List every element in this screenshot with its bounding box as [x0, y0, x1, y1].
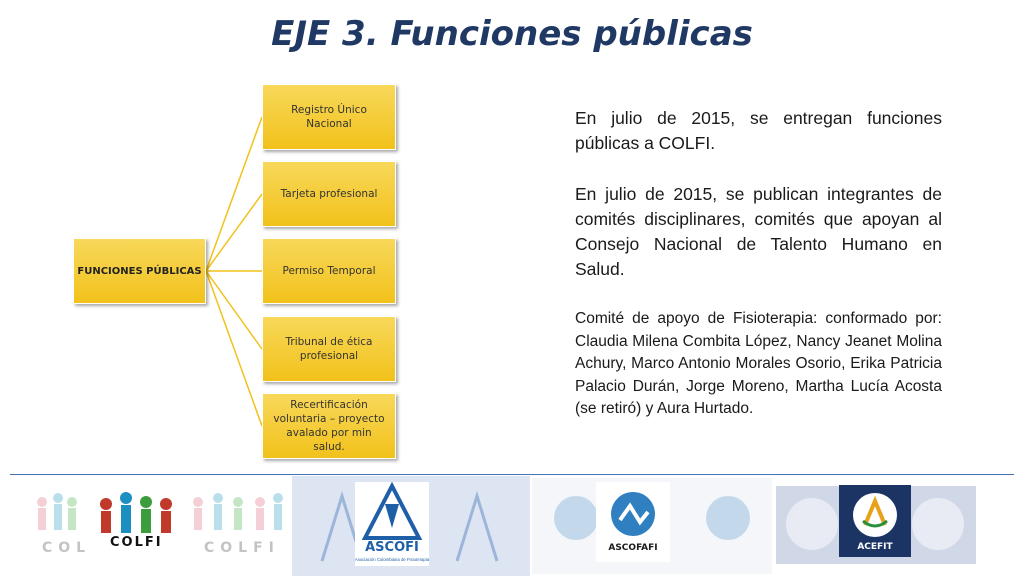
connector-2 [206, 194, 262, 271]
node-label: Permiso Temporal [282, 265, 376, 277]
connector-4 [206, 271, 262, 349]
connector-5 [206, 271, 262, 426]
paragraph-funciones: En julio de 2015, se entregan funciones públicas a COLFI. [575, 108, 942, 153]
node-label: Tarjeta profesional [280, 188, 378, 200]
node-label: Tribunal de ética profesional [285, 336, 373, 362]
node-label: Recertificación voluntaria – proyecto avalado por min salud. [273, 399, 385, 453]
svg-text:Asociación Colombiana de Fisio: Asociación Colombiana de Fisioterapia [355, 557, 429, 562]
diagram-node-permiso [262, 238, 396, 304]
svg-text:ASCOFAFI: ASCOFAFI [608, 543, 658, 553]
diagram-node-tribunal [262, 316, 396, 382]
connector-1 [206, 117, 262, 271]
svg-text:COLFI: COLFI [110, 535, 163, 550]
svg-text:ACEFIT: ACEFIT [857, 542, 893, 552]
svg-text:COLFI: COLFI [204, 540, 280, 556]
node-label: Registro Único Nacional [291, 104, 367, 130]
svg-text:COL: COL [42, 540, 92, 556]
paragraph-comite-fisioterapia: Comité de apoyo de Fisioterapia: conformado por: Claudia Milena Combita López, Nancy Jeanet Molina Achury, Marco Antonio Morales Osorio, Erika Patricia Palacio Durán, Jorge Moreno, Martha Lucía Acosta (se retiró) y Aura Hurtado. [575, 310, 942, 417]
page-title: EJE 3. Funciones públicas [271, 14, 753, 54]
ascofafi-logo [596, 482, 670, 562]
footer-divider [10, 474, 1014, 475]
diagram-node-tarjeta [262, 161, 396, 227]
colfi-logo [28, 484, 290, 562]
ascofi-logo [355, 482, 429, 566]
diagram-node-recertificacion [262, 393, 396, 459]
diagram-root-node [73, 238, 206, 304]
svg-text:ASCOFI: ASCOFI [365, 540, 419, 555]
acefit-logo [839, 485, 911, 557]
diagram-node-registro [262, 84, 396, 150]
root-label: FUNCIONES PÚBLICAS [77, 265, 202, 277]
paragraph-comites: En julio de 2015, se publican integrantes de comités disciplinares, comités que apoyan al Consejo Nacional de Talento Humano en Salud. [575, 184, 942, 279]
